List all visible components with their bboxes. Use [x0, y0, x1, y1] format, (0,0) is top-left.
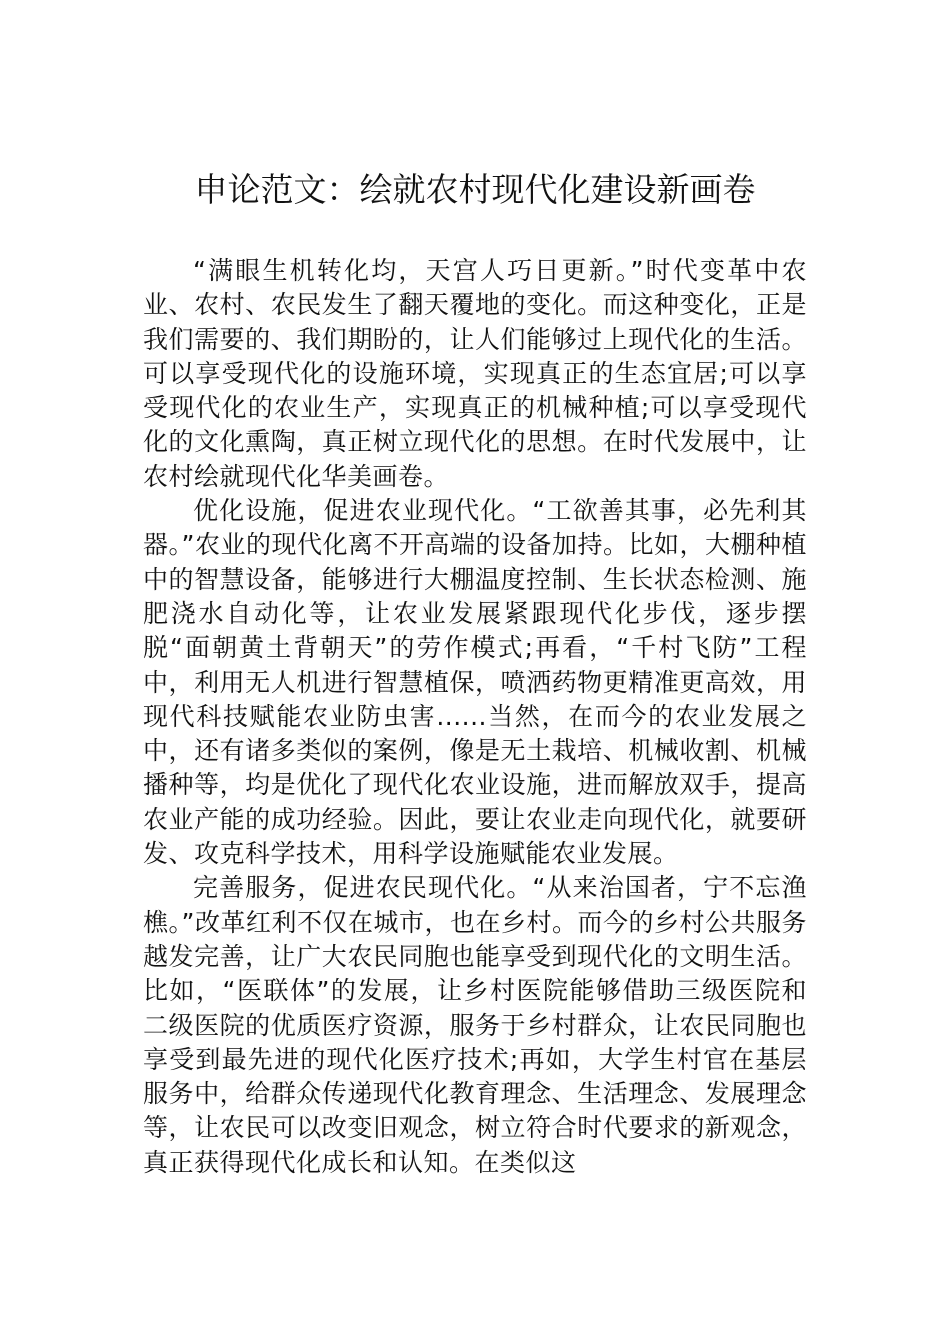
paragraph-services: 完善服务，促进农民现代化。“从来治国者，宁不忘渔樵。”改革红利不仅在城市，也在乡村。而今的乡村公共服务越发完善，让广大农民同胞也能享受到现代化的文明生活。比如，“医联体”的发展，让乡村医院能够借助三级医院和二级医院的优质医疗资源，服务于乡村群众，让农民同胞也享受到最先进的现代化医疗技术;再如，大学生村官在基层服务中，给群众传递现代化教育理念、生活理念、发展理念等，让农民可以改变旧观念，树立符合时代要求的新观念，真正获得现代化成长和认知。在类似这	[143, 873, 807, 1177]
paragraph-facilities: 优化设施，促进农业现代化。“工欲善其事，必先利其器。”农业的现代化离不开高端的设备加持。比如，大棚种植中的智慧设备，能够进行大棚温度控制、生长状态检测、施肥浇水自动化等，让农业发展紧跟现代化步伐，逐步摆脱“面朝黄土背朝天”的劳作模式;再看，“千村飞防”工程中，利用无人机进行智慧植保，喷洒药物更精准更高效，用现代科技赋能农业防虫害......当然，在而今的农业发展之中，还有诸多类似的案例，像是无土栽培、机械收割、机械播种等，均是优化了现代化农业设施，进而解放双手，提高农业产能的成功经验。因此，要让农业走向现代化，就要研发、攻克科学技术，用科学设施赋能农业发展。	[143, 496, 807, 869]
document-body	[143, 254, 807, 1180]
document-title: 申论范文：绘就农村现代化建设新画卷	[194, 170, 756, 209]
paragraph-intro: “满眼生机转化均，天宫人巧日更新。”时代变革中农业、农村、农民发生了翻天覆地的变化。而这种变化，正是我们需要的、我们期盼的，让人们能够过上现代化的生活。可以享受现代化的设施环境，实现真正的生态宜居;可以享受现代化的农业生产，实现真正的机械种植;可以享受现代化的文化熏陶，真正树立现代化的思想。在时代发展中，让农村绘就现代化华美画卷。	[143, 256, 807, 491]
